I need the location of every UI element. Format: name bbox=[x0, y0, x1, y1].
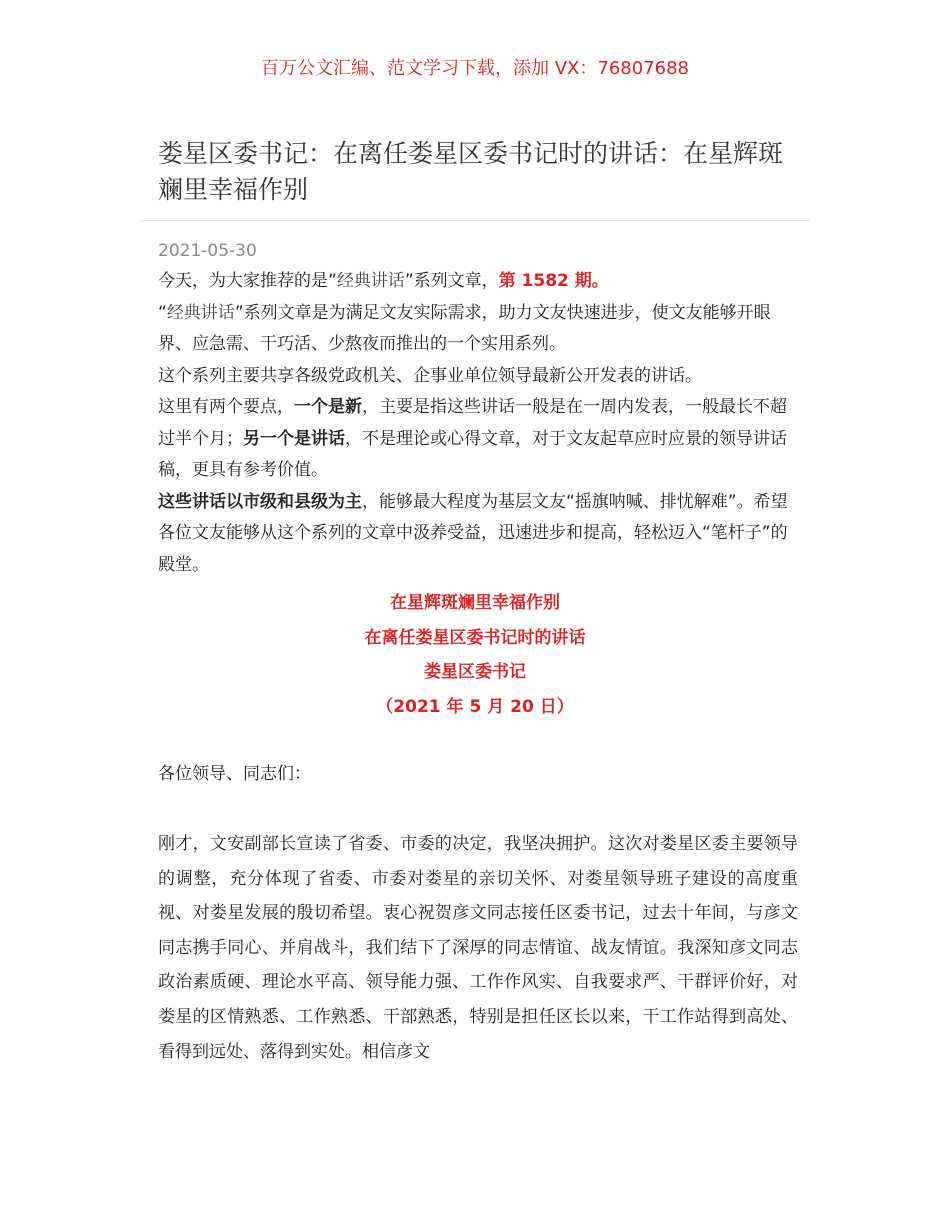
article-title: 娄星区委书记：在离任娄星区委书记时的讲话：在星辉斑斓里幸福作别 bbox=[158, 139, 784, 204]
intro-paragraph: 这里有两个要点，一个是新，主要是指这些讲话一般是在一周内发表，一般最长不超过半个月；另一个是讲话，不是理论或心得文章，对于文友起草应时应景的领导讲话稿，更具有参考价值。 bbox=[158, 397, 787, 480]
speech-paragraph: 刚才，文安副部长宣读了省委、市委的决定，我坚决拥护。这次对娄星区委主要领导的调整，充分体现了省委、市委对娄星的亲切关怀、对娄星领导班子建设的高度重视、对娄星发展的殷切希望。衷心祝贺彦文同志接任区委书记，过去十年间，与彦文同志携手同心、并肩战斗，我们结下了深厚的同志情谊、战友情谊。我深知彦文同志政治素质硬、理论水平高、领导能力强、工作作风实、自我要求严、干群评价好，对娄星的区情熟悉、工作熟悉、干部熟悉，特别是担任区长以来，干工作站得到高处、看得到远处、落得到实处。相信彦文 bbox=[158, 834, 798, 1062]
speech-subtitle: 在离任娄星区委书记时的讲话 bbox=[364, 627, 586, 648]
intro-paragraph: 这个系列主要共享各级党政机关、企事业单位领导最新公开发表的讲话。 bbox=[158, 365, 702, 386]
series-name: 经典讲话 bbox=[336, 271, 405, 291]
publish-date: 2021-05-30 bbox=[158, 241, 257, 261]
emphasis-text: 一个是新 bbox=[294, 397, 362, 417]
series-name: 经典讲话 bbox=[166, 302, 235, 323]
intro-paragraph: “经典讲话”系列文章是为满足文友实际需求，助力文友快速进步，使文友能够开眼界、应急需、干巧活、少熬夜而推出的一个实用系列。 bbox=[158, 302, 771, 354]
intro-paragraph: 这些讲话以市级和县级为主，能够最大程度为基层文友“摇旗呐喊、排忧解难”。希望各位文友能够从这个系列的文章中汲养受益，迅速进步和提高，轻松迈入“笔杆子”的殿堂。 bbox=[158, 491, 788, 575]
series-intro bbox=[158, 266, 798, 581]
promo-banner: 百万公文汇编、范文学习下载，添加 VX：76807688 bbox=[261, 58, 689, 79]
emphasis-text: 另一个是讲话 bbox=[243, 428, 345, 449]
issue-number: 第 1582 期。 bbox=[498, 271, 609, 291]
speaker-title: 娄星区委书记 bbox=[424, 662, 526, 682]
title-divider bbox=[140, 220, 810, 221]
speech-date: （2021 年 5 月 20 日） bbox=[376, 696, 574, 717]
intro-paragraph: 今天，为大家推荐的是”经典讲话”系列文章，第 1582 期。 bbox=[158, 271, 609, 291]
emphasis-text: 这些讲话以市级和县级为主 bbox=[158, 491, 362, 512]
salutation: 各位领导、同志们： bbox=[158, 764, 311, 784]
speech-title: 在星辉斑斓里幸福作别 bbox=[390, 593, 560, 613]
speech-header bbox=[158, 586, 792, 724]
